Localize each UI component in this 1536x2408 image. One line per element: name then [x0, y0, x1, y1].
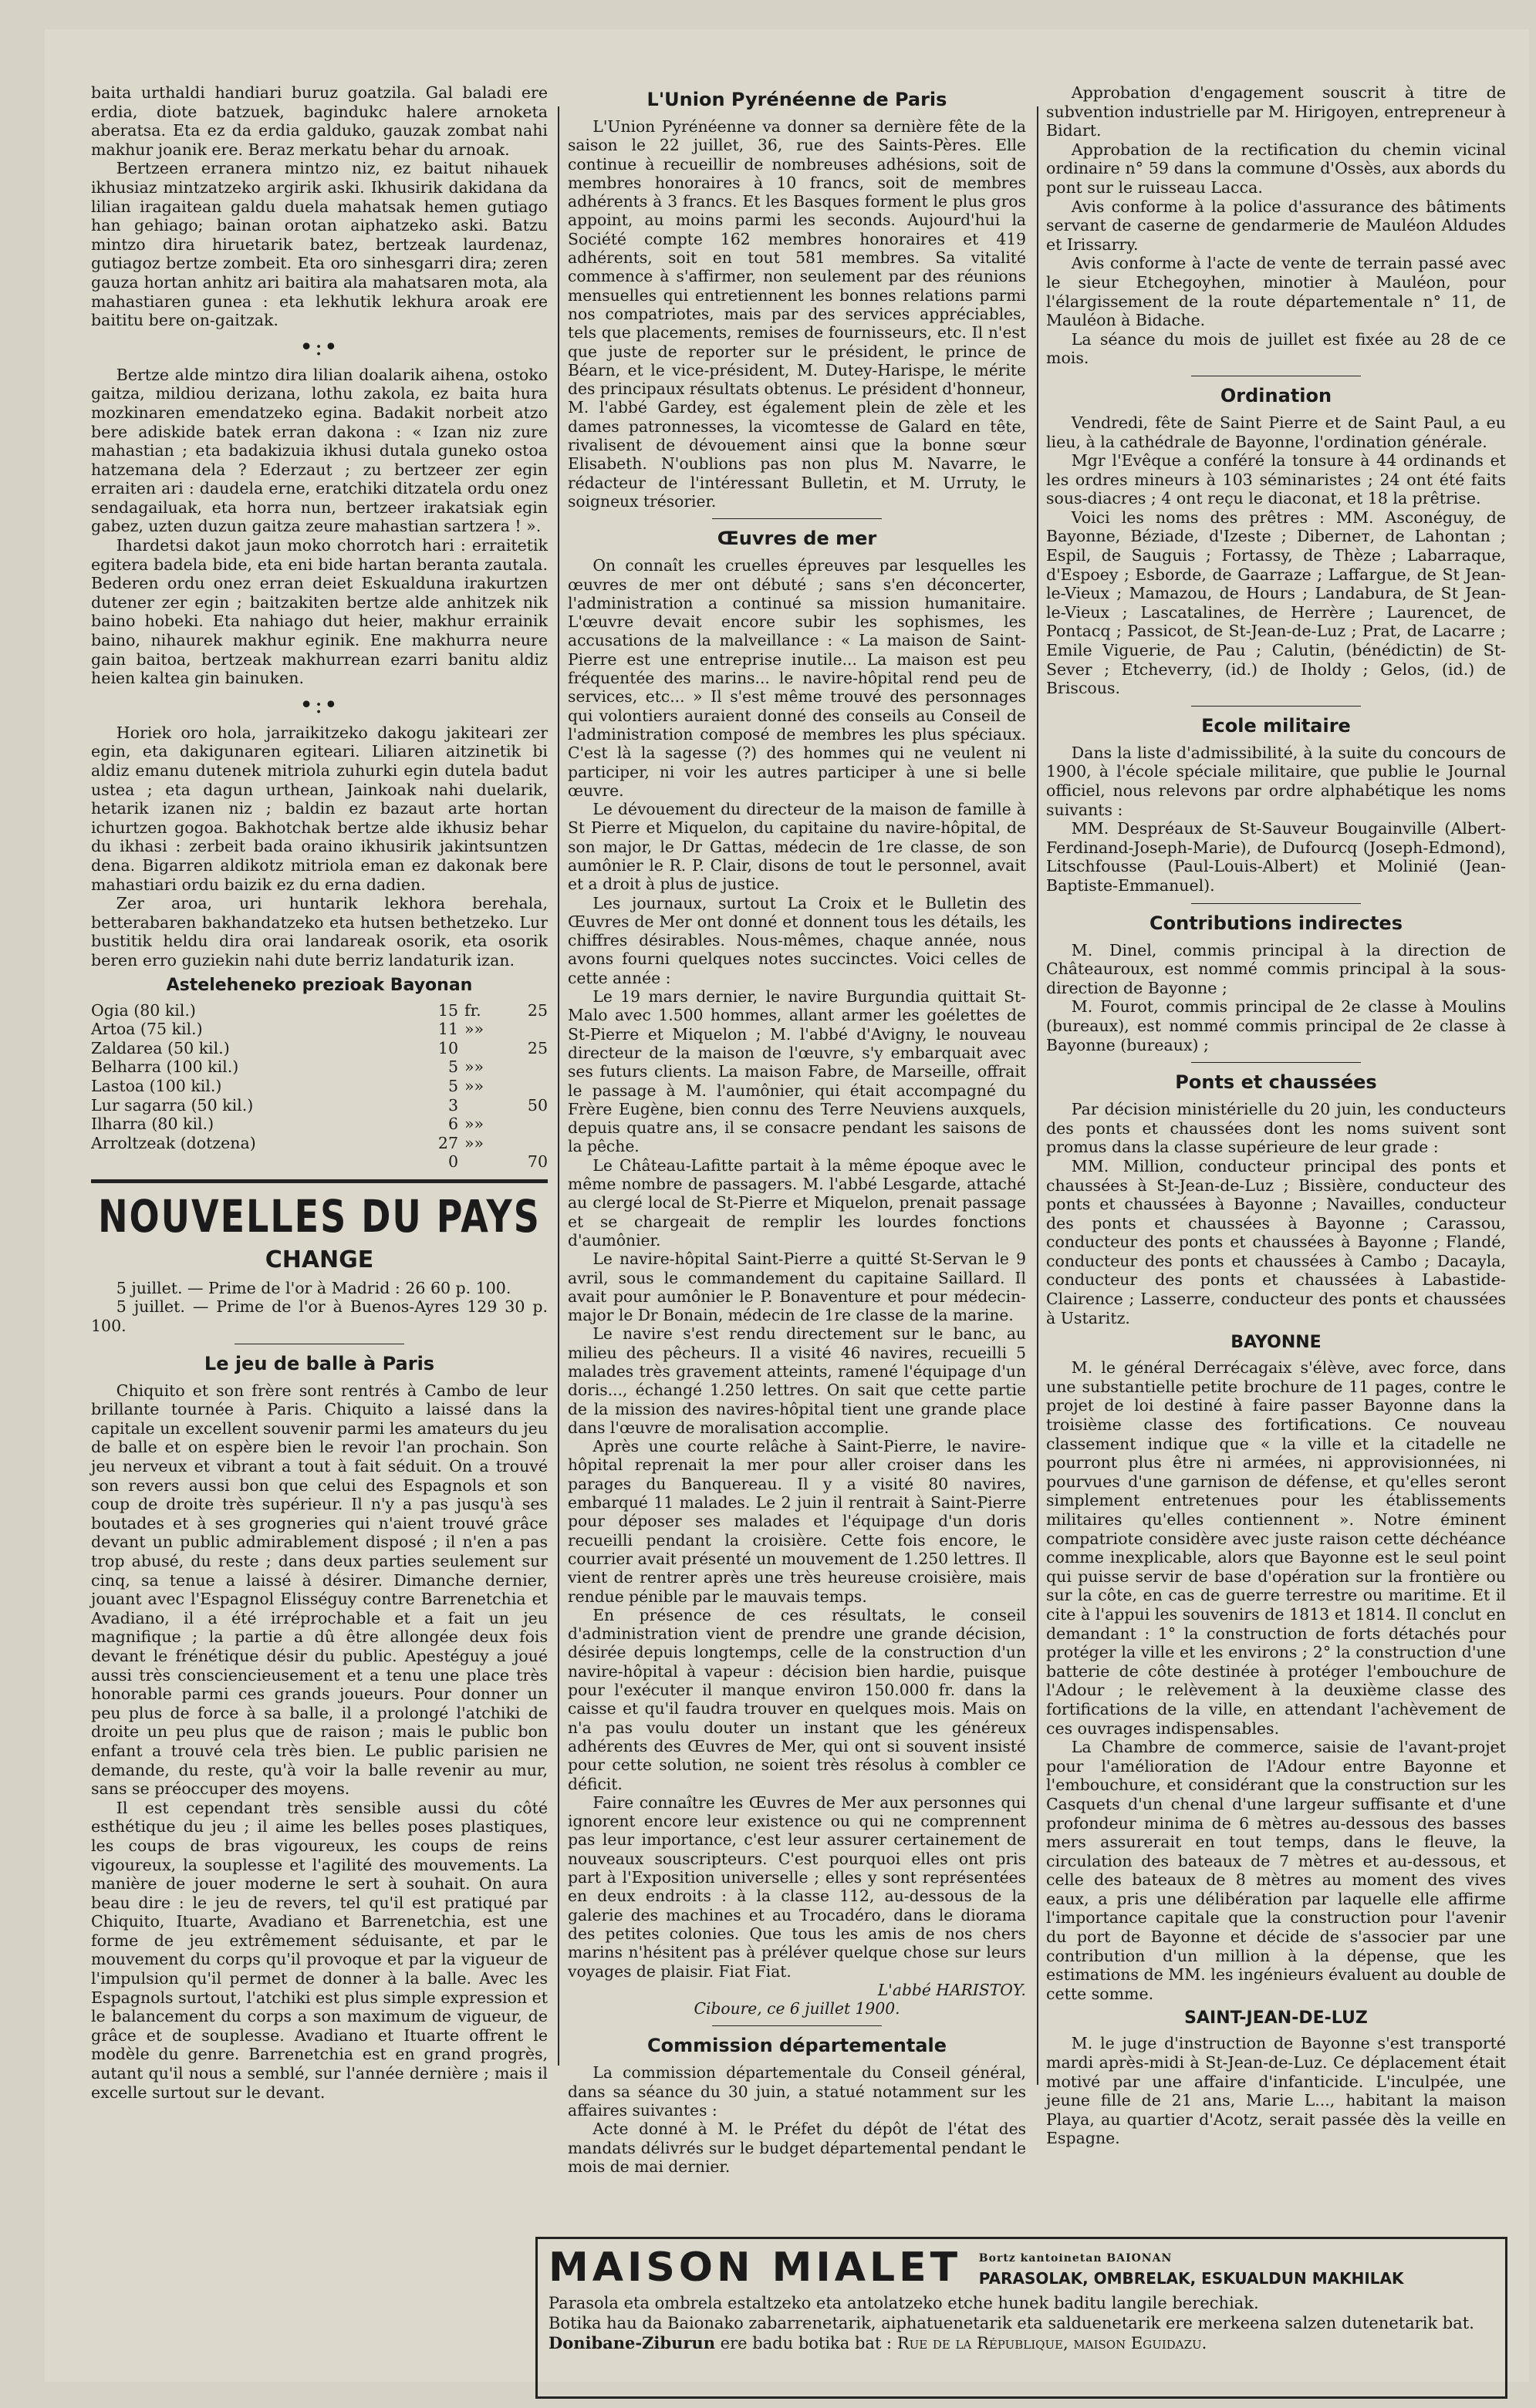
price-item: Belharra (100 kil.) — [91, 1057, 239, 1077]
paragraph: Vendredi, fête de Saint Pierre et de Saint Paul, a eu lieu, à la cathédrale de Bayonne, l'ordination générale. — [1046, 413, 1506, 451]
paragraph: Mgr l'Evêque a conféré la tonsure à 44 ordinands et les ordres mineurs à 103 séminaristes ; 24 ont été faits sous-diacres ; 4 ont reçu le diaconat, et 18 la prêtrise. — [1046, 451, 1506, 508]
paragraph: Le navire s'est rendu directement sur le banc, au milieu des pêcheurs. Il a visité 46 navires, recueilli 5 malades très gravement atteints, ramené l'équipage d'un doris..., échangé 1.250 lettres. On sait que cette partie de la mission des navires-hôpital tient une grande place dans l'œuvre de moralisation accomplie. — [568, 1324, 1026, 1437]
price-cents — [505, 1057, 548, 1077]
price-unit: fr. — [464, 1000, 481, 1020]
price-item: Zaldarea (50 kil.) — [91, 1038, 230, 1057]
price-value: 0 — [447, 1152, 458, 1172]
paragraph: Ihardetsi dakot jaun moko chorrotch hari : erraitetik egitera badela bide, eta eni bide hartan beranta zautala. Bederen ordu onez erran deiet Eskualduna irakurtzen dutener zer egin ; baitzakiten bertze alde anhitzek nik baino hobeki. Eta nahiago dut heier, makhur errainik baino, nihaurek makhur eginik. Ene makhurra neure gain baitoa, bertzeak makhurrean ezarri banitu aldiz heien kaltea gin bainuken. — [91, 536, 548, 688]
paragraph: Zer aroa, uri huntarik lekhora berehala, betterabaren bakhandatzeko eta hutsen bethetzeko. Lur bustitik heldu dira orai landareak osorik, eta osorik beren erro guziekin nahi dute berriz landaturik izan. — [91, 894, 548, 970]
paragraph: M. le juge d'instruction de Bayonne s'est transporté mardi après-midi à St-Jean-de-Luz. Ce déplacement était motivé par une affaire d'infanticide. L'inculpée, une jeune fille de 21 ans, Marie L..., habitant la maison Playa, au quartier d'Acotz, serait passée dès la veille en Espagne. — [1046, 2034, 1506, 2148]
paragraph: Horiek oro hola, jarraikitzeko dakogu jakiteari zer egin, eta dakigunaren egiteari. Liliaren aitzinetik bi aldiz emanu dutenek mitriola zuhurki egin dutela badut ustea ; eta dagun urthean, Jainkoak nahi duelarik, hetarik izanen niz ; baldin ez bazaut arte hortan ichurtzen gogoa. Bakhotchak bertze alde ikhusiz behar du ikhasi : zerbeit bada oraino ikhusirik jakintsuntzen dena. Bigarren aldikotz mitriola eman ez dakonak bere mahastiari ordu baizik ez du erna dadien. — [91, 723, 548, 894]
price-value: 5 — [447, 1057, 458, 1077]
paragraph: Le Château-Lafitte partait à la même époque avec le même nombre de passagers. M. l'abbé Lesgarde, attaché au clergé local de St-Pierre et Miquelon, prenait passage et se chargeait de remplir les lourdes fonctions d'aumônier. — [568, 1155, 1026, 1250]
price-item: Ogia (80 kil.) — [91, 1000, 196, 1020]
ad-location: Donibane-Ziburun — [549, 2333, 715, 2352]
price-value: 10 — [437, 1038, 458, 1057]
separator-stars: •:• — [299, 691, 339, 719]
paragraph: M. Dinel, commis principal à la direction de Châteauroux, est nommé commis principal à la sous-direction de Bayonne ; — [1046, 940, 1506, 997]
column-rule — [1037, 106, 1038, 2085]
price-value: 6 — [447, 1115, 458, 1134]
price-item: Artoa (75 kil.) — [91, 1020, 203, 1039]
price-unit: »» — [464, 1133, 484, 1152]
price-unit — [458, 1152, 505, 1172]
ad-line-text: ere badu botika bat : — [714, 2334, 897, 2352]
table-row — [91, 1001, 548, 1020]
ad-line: Botika hau da Baionako zabarrenetarik, aiphatuenetarik eta salduenetarik ere merkeena salzen dutenetarik bat. — [549, 2314, 1474, 2332]
article-title: Œuvres de mer — [717, 528, 877, 550]
price-value: 5 — [447, 1076, 458, 1095]
paragraph: Chiquito et son frère sont rentrés à Cambo de leur brillante tournée à Paris. Chiquito a laissé dans la capitale un excellent souvenir parmi les amateurs du jeu de balle et on espère bien le revoir l'an prochain. Son jeu nerveux et vibrant a tout à fait séduit. On a trouvé son revers aussi bon que celui des Espagnols et son coup de droite très supérieur. Il n'y a pas jusqu'à ses boutades et à ses grogneries qui n'aient trouvé grâce devant un public admirablement disposé ; il n'en a pas trop abusé, du reste ; dans deux parties seulement sur cinq, sa tenue a laissé à désirer. Dimanche dernier, jouant avec l'Espagnol Elisséguy contre Barrenetchia et Avadiano, il a été irréprochable et a fait un jeu magnifique ; la partie a dû être allongée deux fois devant le frénétique désir du public. Apestéguy a joué aussi très consciencieusement et a tenu une place très honorable parmi ces grands joueurs. Pour donner un peu plus de force à sa balle, il a prolongé l'atchiki de droite un peu plus que de raison ; mais le public bon enfant a trouvé cela très bien. Le public parisien ne demande, du reste, qu'à voir la balle revenir au mur, sans se préoccuper des moyens. — [91, 1381, 548, 1799]
paragraph: Après une courte relâche à Saint-Pierre, le navire-hôpital reprenait la mer pour aller croiser dans les parages du Banquereau. Il y a visité 80 navires, embarqué 11 malades. Le 2 juin il rentrait à Saint-Pierre pour déposer ses malades et l'équipage d'un doris recueilli pendant la croisière. Cette fois encore, le courrier avait présenté un mouvement de 1.250 lettres. Il vient de rentrer après une très heureuse croisière, mais rendue pénible par le mauvais temps. — [568, 1437, 1026, 1606]
section-banner: NOUVELLES DU PAYS — [98, 1190, 541, 1243]
article-title: Ponts et chaussées — [1175, 1071, 1377, 1094]
table-row — [91, 1134, 548, 1153]
advertisement-box — [535, 2237, 1507, 2399]
paragraph: Voici les noms des prêtres : MM. Asconéguy, de Bayonne, Béziade, d'Izeste ; Diberneт, de Lahontan ; Espil, de Sauguis ; Fortassy, de Thèze ; Labarraque, d'Espoey ; Esborde, de Gaarraze ; Laffargue, de St Jean-le-Vieux ; Mamazou, de Hours ; Landabura, de St Jean-le-Vieux ; Lascatalines, de Herrère ; Laurencet, de Pontacq ; Passicot, de St-Jean-de-Luz ; Prat, de Lacarre ; Emile Viguerie, de Pau ; Calutin, (bénédictin) de St-Sever ; Etcheverry, (id.) de Iholdy ; Gelos, (id.) de Briscous. — [1046, 508, 1506, 698]
paragraph: Le navire-hôpital Saint-Pierre a quitté St-Servan le 9 avril, sous le commandement du capitaine Saillard. Il avait pour aumônier le P. Bonaventure et pour médecin-major le Dr Bonain, médecin de 1re classe de la marine. — [568, 1250, 1026, 1325]
short-rule — [712, 518, 882, 519]
paragraph: Avis conforme à la police d'assurance des bâtiments servant de caserne de gendarmerie de Mauléon Aldudes et Irissarry. — [1046, 197, 1506, 254]
paragraph: M. Fourot, commis principal de 2e classe à Moulins (bureaux), est nommé commis principal de 2e classe à Bayonne (bureaux) ; — [1046, 997, 1506, 1054]
ad-tagline-top: Bortz kantoinetan BAIONAN — [978, 2252, 1173, 2265]
column-2 — [568, 83, 1026, 2176]
article-title: Ecole militaire — [1201, 714, 1351, 737]
price-cents — [505, 1134, 548, 1153]
paragraph: L'Union Pyrénéenne va donner sa dernière fête de la saison le 22 juillet, 36, rue des Saints-Pères. Elle continue à recueillir de nombreuses adhésions, soit de membres honoraires à 10 francs, soit de membres adhérents à 3 francs. Et les Basques forment le plus gros appoint, au moins parmi les seconds. Aujourd'hui la Société compte 162 membres honoraires et 419 adhérents, soit en tout 581 membres. Sa vitalité commence à s'affirmer, non seulement par des réunions mensuelles qui entretiennent les bonnes relations parmi nos compatriotes, mais par des services appréciables, tels que placements, remises de fournisseurs, etc. Il n'est que juste de reporter sur le président, le prince de Béarn, et le vice-président, M. Dutey-Harispe, le mérite des principaux résultats obtenus. Le président d'honneur, M. l'abbé Gardey, est également plein de zèle et les dames patronnesses, la vicomtesse de Galard en tête, rivalisent de dévouement ainsi que la bonne sœur Elisabeth. N'oublions pas non plus M. Navarre, le rédacteur de l'intéressant Bulletin, et M. Urruty, le soigneux trésorier. — [568, 117, 1026, 511]
newspaper-page — [45, 29, 1529, 2382]
price-cents — [505, 1115, 548, 1134]
paragraph: La séance du mois de juillet est fixée au 28 de ce mois. — [1046, 329, 1506, 368]
paragraph: Approbation de la rectification du chemin vicinal ordinaire n° 59 dans la commune d'Ossès, aux abords du pont sur le ruisseau Lacca. — [1046, 140, 1506, 197]
ad-line: Parasola eta ombrela estaltzeko eta antolatzeko etche hunek baditu langile berechiak. — [549, 2294, 1259, 2312]
price-unit — [458, 1096, 505, 1115]
paragraph: La Chambre de commerce, saisie de l'avant-projet pour l'amélioration de l'Adour entre Bayonne et l'embouchure, et considérant que la construction sur les Casquets d'un chenal d'une largeur suffisante et d'une profondeur minima de 6 mètres au-dessous des basses mers assurerait en tout temps, dans le fleuve, la circulation des bateaux de 7 mètres et au-dessous, et celle des bateaux de 8 mètres au moment des vives eaux, a pris une délibération par laquelle elle affirme l'importance capitale que la construction pour l'avenir du port de Bayonne et décide de s'associer par une contribution d'un million à la dépense, que les estimations de MM. les ingénieurs évaluent au double de cette somme. — [1046, 1738, 1506, 2003]
price-unit: »» — [464, 1115, 484, 1134]
paragraph: Acte donné à M. le Préfet du dépôt de l'état des mandats délivrés sur le budget départemental pendant le mois de mai dernier. — [568, 2120, 1026, 2176]
dateline: Ciboure, ce 6 juillet 1900. — [694, 1999, 900, 2018]
price-item: Lastoa (100 kil.) — [91, 1076, 222, 1095]
paragraph: Le dévouement du directeur de la maison de famille à St Pierre et Miquelon, du capitaine du navire-hôpital, de son major, le Dr Gattas, médecin de 1re classe, de son aumônier le R. P. Clair, disons de tout le personnel, avait et a droit à plus de justice. — [568, 800, 1026, 894]
paragraph: Bertze alde mintzo dira lilian doalarik aihena, ostoko gaitza, mildiou derizana, lothu zakola, ez baita hura mozkinaren emendatzeko egina. Badakit norbeit atzo bere adiskide batek erran dakona : « Izan niz zure mahastian ; eta badakizuia ikhusi dutala guneko ostoa hatzemana dela ? Ederzaut ; zu bertzeer zer egin erraiten ari : daudela erne, eratchiki ditzatela ordu onez sendagailuak, eta horra nun, bertzeer irakatsiak egin gabez, uzten duzun gaitza zeure mahastian sartzera ! ». — [91, 365, 548, 536]
separator-stars: •:• — [299, 333, 339, 361]
short-rule — [712, 2025, 882, 2026]
price-item — [91, 1152, 404, 1172]
price-unit — [458, 1039, 505, 1058]
paragraph: 5 juillet. — Prime de l'or à Buenos-Ayres 129 30 p. 100. — [91, 1297, 548, 1336]
paragraph: Avis conforme à l'acte de vente de terrain passé avec le sieur Etchegoyhen, minotier à Mauléon, pour l'élargissement de la route départementale n° 11, de Mauléon à Bidache. — [1046, 254, 1506, 330]
paragraph: Le 19 mars dernier, le navire Burgundia quittait St-Malo avec 1.500 hommes, allant armer les goélettes de St-Pierre et Miquelon ; M. l'abbé d'Avigny, le nouveau directeur de la maison de l'œuvre, s'y embarquait avec ses futurs clients. La maison Fabre, de Marseille, offrait le passage à M. l'aumônier, qui était accompagné du Frère Eugène, bien connu des Terre Neuviens auxquels, depuis quatre ans, il se consacre pendant les saisons de la pêche. — [568, 987, 1026, 1156]
paragraph: Faire connaître les Œuvres de Mer aux personnes qui ignorent encore leur existence ou qui ne comprennent pas leur importance, c'est leur assurer certainement de nouveaux souscripteurs. C'est pourquoi elles ont pris part à l'Exposition universelle ; elles y sont représentées en deux endroits : à la classe 112, au-dessous de la galerie des machines et au Trocadéro, dans le diorama des petites colonies. Que tous les amis de nos chers marins n'hésitent pas à préléver quelque chose sur leurs voyages de plaisir. Fiat Fiat. — [568, 1793, 1026, 1981]
price-cents: 25 — [527, 1000, 548, 1020]
ad-header — [549, 2245, 1494, 2293]
table-row — [91, 1077, 548, 1096]
price-item: Ilharra (80 kil.) — [91, 1115, 214, 1134]
price-item: Lur sagarra (50 kil.) — [91, 1095, 254, 1115]
short-rule — [1191, 903, 1361, 904]
ad-tagline — [979, 2248, 1404, 2288]
table-row — [91, 1057, 548, 1077]
section-rule — [91, 1179, 548, 1183]
paragraph: 5 juillet. — Prime de l'or à Madrid : 26 60 p. 100. — [116, 1278, 511, 1297]
table-row — [91, 1039, 548, 1058]
short-rule — [1191, 1062, 1361, 1063]
paragraph: MM. Despréaux de St-Sauveur Bougainville (Albert-Ferdinand-Joseph-Marie), de Dufourcq (Joseph-Edmond), Litschfousse (Paul-Louis-Albert) et Molinié (Jean-Baptiste-Emmanuel). — [1046, 819, 1506, 895]
table-row — [91, 1020, 548, 1039]
price-value: 11 — [437, 1020, 458, 1039]
ad-line — [549, 2333, 1494, 2353]
price-cents — [505, 1077, 548, 1096]
price-cents: 70 — [527, 1152, 548, 1172]
paragraph: M. le général Derrécagaix s'élève, avec force, dans une substantielle petite brochure de 11 pages, contre le projet de loi destiné à faire passer Bayonne dans la troisième classe des fortifications. Ce nouveau classement indique que « la ville et la citadelle ne pourront plus être ni armées, ni approvisionnées, ni pourvues d'une garnison de défense, et qu'elles seront simplement entretenues pour les établissements militaires qu'elles contiennent ». Notre éminent compatriote considère avec juste raison cette déchéance comme inexplicable, alors que Bayonne est le seul point qui puisse servir de base d'opération sur la frontière ou sur la côte, en cas de guerre terrestre ou maritime. Et il cite à l'appui les souvenirs de 1813 et 1814. Il conclut en demandant : 1° la construction de forts détachés pour protéger la ville et les environs ; 2° la construction d'une batterie de côte destinée à protéger l'embouchure de l'Adour ; le relèvement à la deuxième classe des fortifications de la ville, en attendant l'achèvement de ces ouvrages indispensables. — [1046, 1358, 1506, 1738]
change-title: CHANGE — [265, 1246, 374, 1273]
table-row — [91, 1115, 548, 1134]
article-title: Commission départementale — [646, 2035, 947, 2057]
prices-table — [91, 1001, 548, 1172]
column-1 — [91, 83, 548, 2102]
price-cents: 50 — [527, 1095, 548, 1115]
article-title: L'Union Pyrénéenne de Paris — [646, 89, 947, 110]
paragraph: Les journaux, surtout La Croix et le Bulletin des Œuvres de Mer ont donné et donnent tous les détails, les chiffres désirables. Nous-mêmes, chaque année, nous avons fourni quelques notes succinctes. Voici celles de cette année : — [568, 893, 1026, 987]
article-title: Contributions indirectes — [1149, 912, 1403, 934]
short-rule — [1191, 706, 1361, 707]
paragraph: Il est cependant très sensible aussi du côté esthétique du jeu ; il aime les belles poses plastiques, les coups de bras vigoureux, les coups de reins vigoureux, la souplesse et l'agilité des mouvements. La manière de jouer moderne le sert à souhait. On aura beau dire : le jeu de revers, tel qu'il est pratiqué par Chiquito, Ituarte, Avadiano et Barrenetchia, est une forme de jeu extrêmement séduisante, et par le mouvement du corps qu'il provoque et par la vigueur de l'impulsion qu'il permet de donner à la balle. Avec les Espagnols surtout, l'atchiki est plus simple expression et le balancement du corps a son maximum de vigueur, de grâce et de souplesse. Avadiano et Ituarte offrent le modèle du genre. Barrenetchia est en grand progrès, autant qu'il nous a semblé, sur l'année dernière ; mais il excelle surtout sur le devant. — [91, 1798, 548, 2102]
price-item: Arroltzeak (dotzena) — [91, 1133, 256, 1152]
price-unit: »» — [464, 1057, 484, 1077]
ad-address: Rue de la République, maison Eguidazu. — [896, 2334, 1207, 2352]
ad-tagline-main: PARASOLAK, OMBRELAK, ESKUALDUN MAKHILAK — [978, 2269, 1404, 2288]
paragraph: MM. Million, conducteur principal des ponts et chaussées à St-Jean-de-Luz ; Bissière, conducteur des ponts et chaussées à Bayonne ; Navailles, conducteur des ponts et chaussées à Bayonne ; Carassou, conducteur des ponts et chaussées à Bayonne ; Flandé, conducteur des ponts et chaussées à Cambo ; Dacayla, conducteur des ponts et chaussées à Labastide-Clairence ; Lasserre, conducteur des ponts et chaussées à Ustaritz. — [1046, 1156, 1506, 1327]
paragraph: baita urthaldi handiari buruz goatzila. Gal baladi ere erdia, diote batzuek, bagindukc halere arnoketa aberatsa. Eta ez da erdia galduko, gauzak zombat nahi makhur joanik ere. Beraz merkatu behar du arnoak. — [91, 83, 548, 159]
table-row — [91, 1152, 548, 1172]
price-unit: »» — [464, 1076, 484, 1095]
price-unit: »» — [464, 1020, 484, 1039]
article-title: Le jeu de balle à Paris — [204, 1352, 435, 1374]
price-value: 15 — [437, 1000, 458, 1020]
prices-title: Asteleheneko prezioak Bayonan — [166, 975, 473, 995]
price-cents — [505, 1020, 548, 1039]
paragraph: Par décision ministérielle du 20 juin, les conducteurs des ponts et chaussées dont les noms suivent sont promus dans la classe supérieure de leur grade : — [1046, 1100, 1506, 1157]
table-row — [91, 1096, 548, 1115]
paragraph: Dans la liste d'admissibilité, à la suite du concours de 1900, à l'école spéciale militaire, que publie le Journal officiel, nous relevons par ordre alphabétique les noms suivants : — [1046, 743, 1506, 819]
paragraph: En présence de ces résultats, le conseil d'administration vient de prendre une grande décision, désirée depuis longtemps, celle de la construction d'un navire-hôpital à vapeur : décision bien hardie, puisque pour l'exécuter il manque environ 150.000 fr. dans la caisse et qu'il faudra trouver en quelques mois. Mais on n'a pas voulu douter un instant que les généreux adhérents des Œuvres de Mer, qui ont si souvent insisté pour cette solution, ne soient très résolus à combler ce déficit. — [568, 1605, 1026, 1793]
column-3 — [1046, 83, 1506, 2148]
article-title: BAYONNE — [1230, 1333, 1322, 1353]
article-title: SAINT-JEAN-DE-LUZ — [1184, 2008, 1368, 2029]
article-title: Ordination — [1220, 384, 1332, 406]
signature: L'abbé HARISTOY. — [877, 1980, 1026, 1999]
price-value: 27 — [437, 1133, 458, 1152]
price-value: 3 — [447, 1095, 458, 1115]
paragraph: La commission départementale du Conseil général, dans sa séance du 30 juin, a statué notamment sur les affaires suivantes : — [568, 2063, 1026, 2120]
price-cents: 25 — [527, 1038, 548, 1057]
paragraph: On connaît les cruelles épreuves par lesquelles les œuvres de mer ont débuté ; sans s'en déconcerter, l'administration a continué sa mission humanitaire. L'œuvre devait encore subir les sophismes, les accusations de la malveillance : « La maison de Saint-Pierre est une entreprise inutile... La maison est peu fréquentée des marins... le navire-hôpital rend peu de services, etc... » Il s'est même trouvé des personnages qui volontiers auraient donné des conseils au Conseil de l'administration composé de membres les plus spéciaux. C'est là la sagesse (?) des hommes qui ne veulent ni participer, ni voir les autres participer à une si belle œuvre. — [568, 556, 1026, 800]
paragraph: Bertzeen erranera mintzo niz, ez baitut nihauek ikhusiaz mintzatzeko argirik aski. Ikhusirik dakidana da lilian iragaitean galdu duela mahatsak hemen gutiago han gehiago; bainan orotan aiphatzeko aski. Batzu mintzo dira hiruetarik batez, bertzeak laurdenaz, gutiagoz bertze zombeit. Eta oro sinhesgarri dira; zeren gauza hortan anhitz ari baitira ala mahatsaren mota, ala mahastiaren gunea : eta lekhutik lekhura aroak ere baititu bere on-gaitzak. — [91, 159, 548, 330]
column-rule — [558, 106, 559, 2066]
paragraph: Approbation d'engagement souscrit à titre de subvention industrielle par M. Hirigoyen, entrepreneur à Bidart. — [1046, 83, 1506, 140]
ad-brand-name: MAISON MIALET — [549, 2244, 962, 2291]
